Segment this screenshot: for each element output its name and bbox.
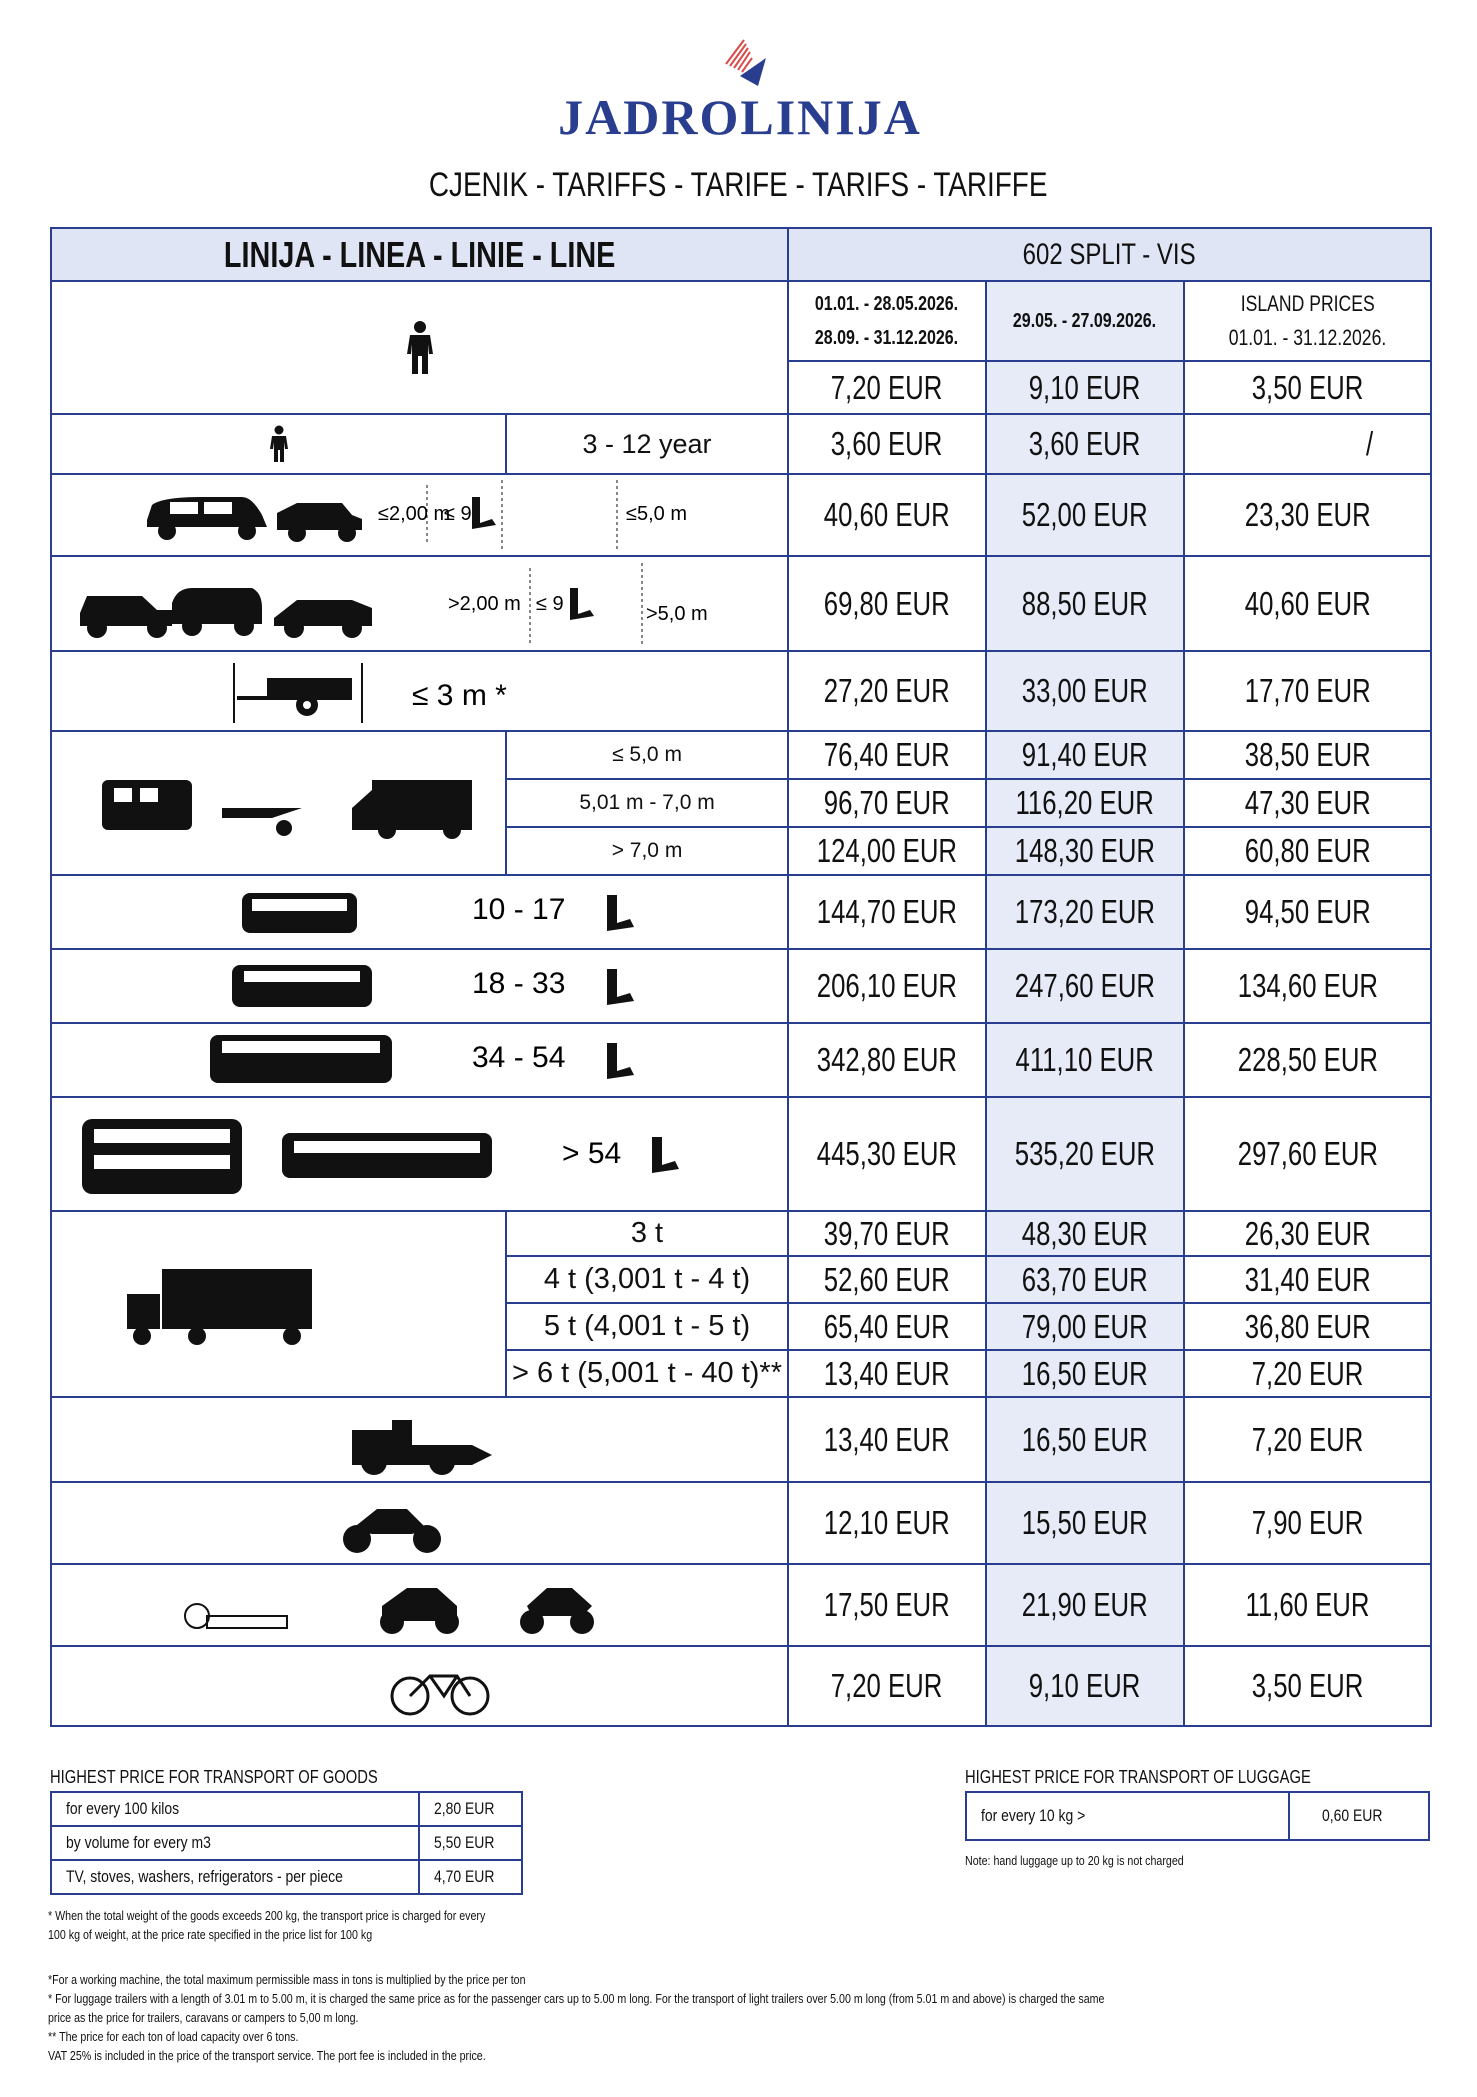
price-cell: 342,80 EUR xyxy=(788,1023,986,1097)
age-label: 3 - 12 year xyxy=(506,414,788,474)
brand-name: JADROLINIJA xyxy=(558,89,922,145)
goods-price: 4,70 EUR xyxy=(419,1860,523,1894)
weight-label: 4 t (3,001 t - 4 t) xyxy=(506,1256,788,1303)
price-cell: 9,10 EUR xyxy=(986,361,1184,414)
line-header: LINIJA - LINEA - LINIE - LINE xyxy=(51,228,788,281)
adult-icon xyxy=(400,320,440,376)
price-cell: 535,20 EUR xyxy=(986,1097,1184,1211)
price-cell: 173,20 EUR xyxy=(986,875,1184,949)
brand-logo xyxy=(550,36,930,146)
goods-note: * When the total weight of the goods exceeds 200 kg, the transport price is charged for every 100 kg of weight, at the price rate specified in the price list for 100 kg xyxy=(48,1908,486,1942)
price-cell: 65,40 EUR xyxy=(788,1303,986,1350)
quad-icon xyxy=(52,1566,732,1644)
price-cell: / xyxy=(1184,414,1431,474)
minibus-icon xyxy=(52,877,732,947)
seats-range-label: > 54 xyxy=(562,1137,622,1170)
car-small-cell xyxy=(51,474,788,556)
price-cell: 13,40 EUR xyxy=(788,1350,986,1397)
logo-mark-icon xyxy=(718,36,770,94)
luggage-table xyxy=(965,1791,1430,1841)
price-cell: 445,30 EUR xyxy=(788,1097,986,1211)
price-cell: 88,50 EUR xyxy=(986,556,1184,651)
adult-cell xyxy=(51,281,788,414)
bicycle-icon xyxy=(52,1648,732,1724)
price-cell: 94,50 EUR xyxy=(1184,875,1431,949)
price-cell: 16,50 EUR xyxy=(986,1350,1184,1397)
bus-large-cell xyxy=(51,1097,788,1211)
goods-heading: HIGHEST PRICE FOR TRANSPORT OF GOODS xyxy=(50,1767,378,1787)
price-cell: 124,00 EUR xyxy=(788,827,986,875)
price-cell: 3,60 EUR xyxy=(986,414,1184,474)
child-icon xyxy=(267,425,291,463)
price-cell: 40,60 EUR xyxy=(1184,556,1431,651)
price-cell: 3,50 EUR xyxy=(1184,1646,1431,1726)
price-cell: 17,50 EUR xyxy=(788,1564,986,1646)
motorcycle-cell xyxy=(51,1482,788,1564)
child-cell xyxy=(51,414,506,474)
luggage-heading: HIGHEST PRICE FOR TRANSPORT OF LUGGAGE xyxy=(965,1767,1311,1787)
caravan-icon xyxy=(52,738,504,868)
length-label: >5,0 m xyxy=(646,602,708,625)
height-label: ≤2,00 m xyxy=(378,503,451,525)
luggage-price: 0,60 EUR xyxy=(1289,1792,1429,1840)
goods-price: 2,80 EUR xyxy=(419,1792,523,1826)
price-cell: 31,40 EUR xyxy=(1184,1256,1431,1303)
loader-cell xyxy=(51,1397,788,1482)
price-cell: 91,40 EUR xyxy=(986,731,1184,779)
price-cell: 247,60 EUR xyxy=(986,949,1184,1023)
price-cell: 206,10 EUR xyxy=(788,949,986,1023)
page-title: CJENIK - TARIFFS - TARIFE - TARIFS - TARIFFE xyxy=(429,166,1048,204)
motorcycle-icon xyxy=(52,1484,732,1562)
trailer-icon xyxy=(52,653,732,729)
period-3-header: ISLAND PRICES 01.01. - 31.12.2026. xyxy=(1184,281,1431,361)
seats-label: ≤ 9 xyxy=(444,503,472,525)
length-label: > 7,0 m xyxy=(506,827,788,875)
price-cell: 79,00 EUR xyxy=(986,1303,1184,1350)
bus-medium-icon xyxy=(52,1025,732,1095)
length-label: 5,01 m - 7,0 m xyxy=(506,779,788,827)
footnotes: *For a working machine, the total maximum permissible mass in tons is multiplied by the price per ton * For luggage trailers with a length of 3.01 m to 5.00 m, it is charged the same price as for the passenger cars up to 5.00 m long. For the transport of light trailers over 5.00 m long (from 5.01 m and above) is charged the same price as the price for trailers, caravans or campers to 5,00 m long. ** The price for each ton of load capacity over 6 tons. VAT 25% is included in the price of the transport service. The port fee is included in the price. xyxy=(48,1972,1105,2063)
price-cell: 13,40 EUR xyxy=(788,1397,986,1482)
price-cell: 52,00 EUR xyxy=(986,474,1184,556)
price-cell: 228,50 EUR xyxy=(1184,1023,1431,1097)
luggage-label: for every 10 kg > xyxy=(966,1792,1289,1840)
seats-range-label: 34 - 54 xyxy=(472,1041,566,1074)
period-1-header: 01.01. - 28.05.2026. 28.09. - 31.12.2026. xyxy=(788,281,986,361)
period-2-header: 29.05. - 27.09.2026. xyxy=(986,281,1184,361)
price-cell: 69,80 EUR xyxy=(788,556,986,651)
price-cell: 76,40 EUR xyxy=(788,731,986,779)
length-label: ≤ 5,0 m xyxy=(506,731,788,779)
quad-cell xyxy=(51,1564,788,1646)
truck-icon xyxy=(52,1214,370,1394)
price-cell: 3,60 EUR xyxy=(788,414,986,474)
price-cell: 27,20 EUR xyxy=(788,651,986,731)
truck-cell xyxy=(51,1211,506,1397)
price-cell: 39,70 EUR xyxy=(788,1211,986,1256)
loader-icon xyxy=(52,1400,732,1480)
price-cell: 148,30 EUR xyxy=(986,827,1184,875)
price-cell: 23,30 EUR xyxy=(1184,474,1431,556)
price-cell: 116,20 EUR xyxy=(986,779,1184,827)
price-cell: 134,60 EUR xyxy=(1184,949,1431,1023)
bus-small-icon xyxy=(52,951,732,1021)
price-cell: 38,50 EUR xyxy=(1184,731,1431,779)
seats-range-label: 10 - 17 xyxy=(472,893,566,926)
price-cell: 15,50 EUR xyxy=(986,1482,1184,1564)
car-large-cell xyxy=(51,556,788,651)
luggage-note: Note: hand luggage up to 20 kg is not charged xyxy=(965,1853,1184,1868)
price-cell: 52,60 EUR xyxy=(788,1256,986,1303)
minibus-cell xyxy=(51,875,788,949)
weight-label: > 6 t (5,001 t - 40 t)** xyxy=(506,1350,788,1397)
price-cell: 7,20 EUR xyxy=(1184,1397,1431,1482)
weight-label: 3 t xyxy=(506,1211,788,1256)
price-cell: 9,10 EUR xyxy=(986,1646,1184,1726)
route-header: 602 SPLIT - VIS xyxy=(788,228,1431,281)
price-cell: 40,60 EUR xyxy=(788,474,986,556)
price-cell: 7,20 EUR xyxy=(788,1646,986,1726)
seats-label: ≤ 9 xyxy=(536,592,564,615)
price-cell: 12,10 EUR xyxy=(788,1482,986,1564)
price-cell: 60,80 EUR xyxy=(1184,827,1431,875)
goods-table xyxy=(50,1791,523,1895)
price-cell: 7,20 EUR xyxy=(788,361,986,414)
price-cell: 16,50 EUR xyxy=(986,1397,1184,1482)
seats-range-label: 18 - 33 xyxy=(472,967,566,1000)
goods-label: for every 100 kilos xyxy=(51,1792,419,1826)
caravan-cell xyxy=(51,731,506,875)
price-cell: 36,80 EUR xyxy=(1184,1303,1431,1350)
weight-label: 5 t (4,001 t - 5 t) xyxy=(506,1303,788,1350)
price-cell: 411,10 EUR xyxy=(986,1023,1184,1097)
goods-label: TV, stoves, washers, refrigerators - per piece xyxy=(51,1860,419,1894)
tariff-table xyxy=(50,227,1432,1727)
bicycle-cell xyxy=(51,1646,788,1726)
height-label: >2,00 m xyxy=(448,592,521,615)
goods-label: by volume for every m3 xyxy=(51,1826,419,1860)
trailer-cell xyxy=(51,651,788,731)
price-cell: 63,70 EUR xyxy=(986,1256,1184,1303)
length-label: ≤ 3 m * xyxy=(412,679,507,712)
price-cell: 21,90 EUR xyxy=(986,1564,1184,1646)
car-large-icon xyxy=(52,558,732,650)
price-cell: 144,70 EUR xyxy=(788,875,986,949)
car-small-icon xyxy=(52,475,732,555)
price-cell: 7,90 EUR xyxy=(1184,1482,1431,1564)
goods-price: 5,50 EUR xyxy=(419,1826,523,1860)
price-cell: 3,50 EUR xyxy=(1184,361,1431,414)
price-cell: 297,60 EUR xyxy=(1184,1097,1431,1211)
price-cell: 33,00 EUR xyxy=(986,651,1184,731)
length-label: ≤5,0 m xyxy=(626,503,687,525)
price-cell: 11,60 EUR xyxy=(1184,1564,1431,1646)
price-cell: 47,30 EUR xyxy=(1184,779,1431,827)
bus-small-cell xyxy=(51,949,788,1023)
price-cell: 17,70 EUR xyxy=(1184,651,1431,731)
price-cell: 7,20 EUR xyxy=(1184,1350,1431,1397)
price-cell: 48,30 EUR xyxy=(986,1211,1184,1256)
price-cell: 26,30 EUR xyxy=(1184,1211,1431,1256)
price-cell: 96,70 EUR xyxy=(788,779,986,827)
bus-large-icon xyxy=(52,1099,732,1209)
bus-medium-cell xyxy=(51,1023,788,1097)
